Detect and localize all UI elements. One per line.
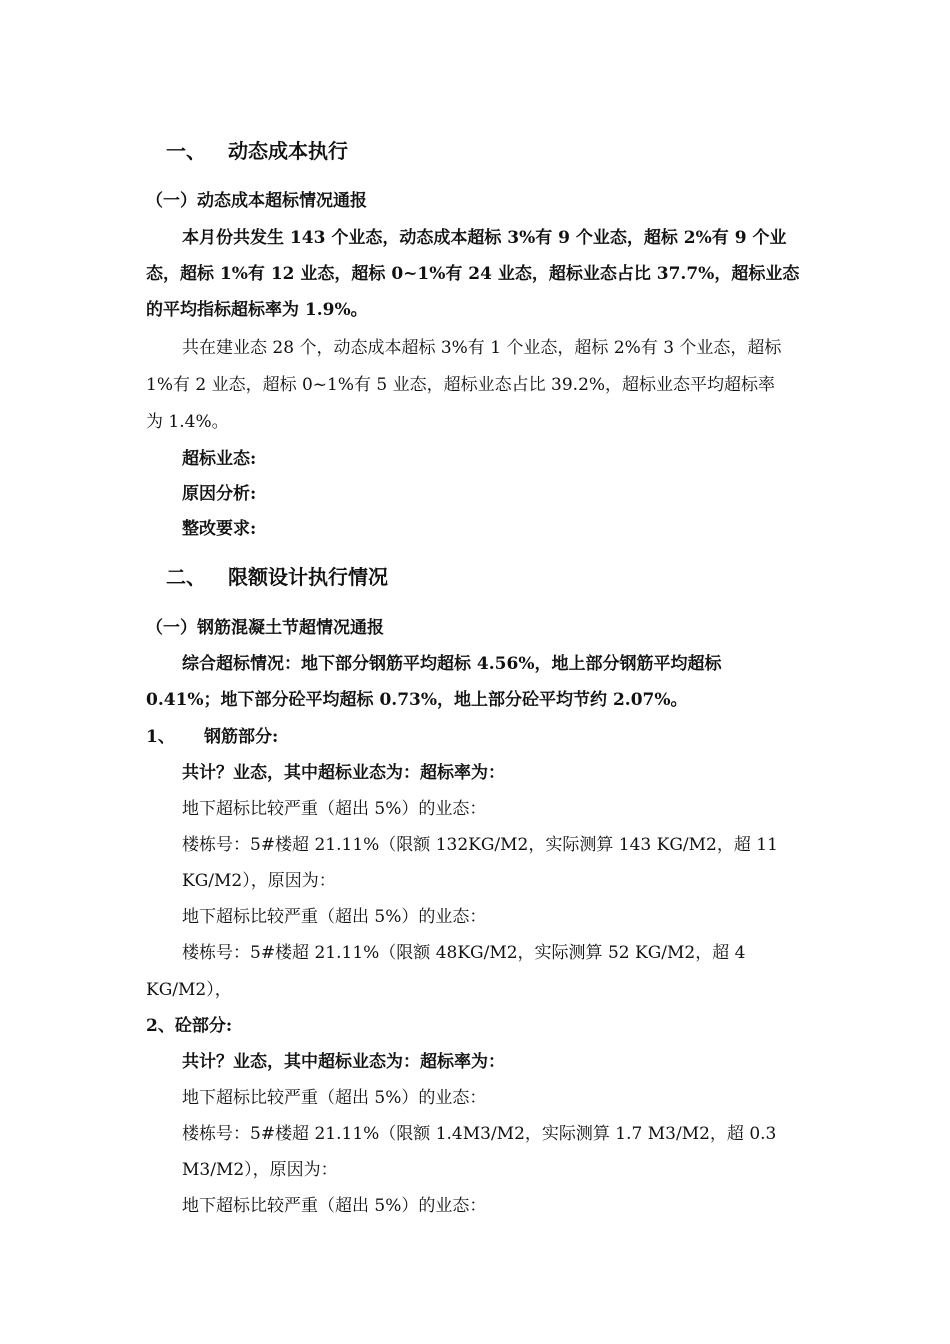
s1-summary-line-3: 的平均指标超标率为 1.9%。 [146, 300, 368, 320]
field-rectification: 整改要求: [182, 519, 257, 539]
s1-construction-line-1: 共在建业态 28 个，动态成本超标 3%有 1 个业态，超标 2%有 3 个业态，超标 [182, 338, 782, 358]
steel-number: 1、 [146, 727, 175, 747]
steel-severe-2: 地下超标比较严重（超出 5%）的业态： [182, 907, 487, 927]
s2-summary-line-1: 综合超标情况：地下部分钢筋平均超标 4.56%，地上部分钢筋平均超标 [182, 654, 722, 674]
field-cause-analysis: 原因分析: [182, 484, 257, 504]
steel-building-1-line-1: 楼栋号：5#楼超 21.11%（限额 132KG/M2，实际测算 143 KG/M2，超 11 [182, 835, 778, 855]
section-2-number: 二、 [166, 565, 206, 589]
steel-building-1-line-2: KG/M2），原因为： [182, 871, 336, 891]
steel-heading [146, 725, 278, 749]
s1-summary-line-1: 本月份共发生 143 个业态，动态成本超标 3%有 9 个业态，超标 2%有 9 个业 [182, 228, 787, 248]
concrete-building-1-line-1: 楼栋号：5#楼超 21.11%（限额 1.4M3/M2，实际测算 1.7 M3/M2，超 0.3 [182, 1124, 777, 1144]
concrete-severe-1: 地下超标比较严重（超出 5%）的业态： [182, 1088, 487, 1108]
section-1-number: 一、 [166, 139, 206, 163]
section-1-subheading: （一）动态成本超标情况通报 [146, 191, 367, 211]
steel-title: 钢筋部分: [204, 727, 279, 747]
s2-summary-line-2: 0.41%；地下部分砼平均超标 0.73%，地上部分砼平均节约 2.07%。 [146, 690, 688, 710]
section-1-title: 动态成本执行 [228, 139, 348, 163]
section-1-heading [166, 139, 348, 163]
concrete-total: 共计？业态，其中超标业态为：超标率为： [182, 1052, 505, 1072]
s1-construction-line-3: 为 1.4%。 [146, 412, 229, 432]
concrete-building-1-line-2: M3/M2），原因为： [182, 1160, 338, 1180]
section-2-heading [166, 565, 388, 589]
steel-building-2-line-1: 楼栋号：5#楼超 21.11%（限额 48KG/M2，实际测算 52 KG/M2，超 4 [182, 943, 746, 963]
s1-construction-line-2: 1%有 2 业态，超标 0~1%有 5 业态，超标业态占比 39.2%，超标业态平均超标率 [146, 375, 776, 395]
section-2-subheading: （一）钢筋混凝土节超情况通报 [146, 618, 384, 638]
steel-severe-1: 地下超标比较严重（超出 5%）的业态： [182, 799, 487, 819]
steel-building-2-line-2: KG/M2）， [146, 980, 232, 1000]
field-overrun-formats: 超标业态: [182, 449, 257, 469]
section-2-title: 限额设计执行情况 [228, 565, 388, 589]
concrete-heading: 2、砼部分: [146, 1016, 233, 1036]
steel-total: 共计？业态，其中超标业态为：超标率为： [182, 763, 505, 783]
concrete-severe-2: 地下超标比较严重（超出 5%）的业态： [182, 1196, 487, 1216]
s1-summary-line-2: 态，超标 1%有 12 业态，超标 0~1%有 24 业态，超标业态占比 37.7%，超标业态 [146, 264, 800, 284]
